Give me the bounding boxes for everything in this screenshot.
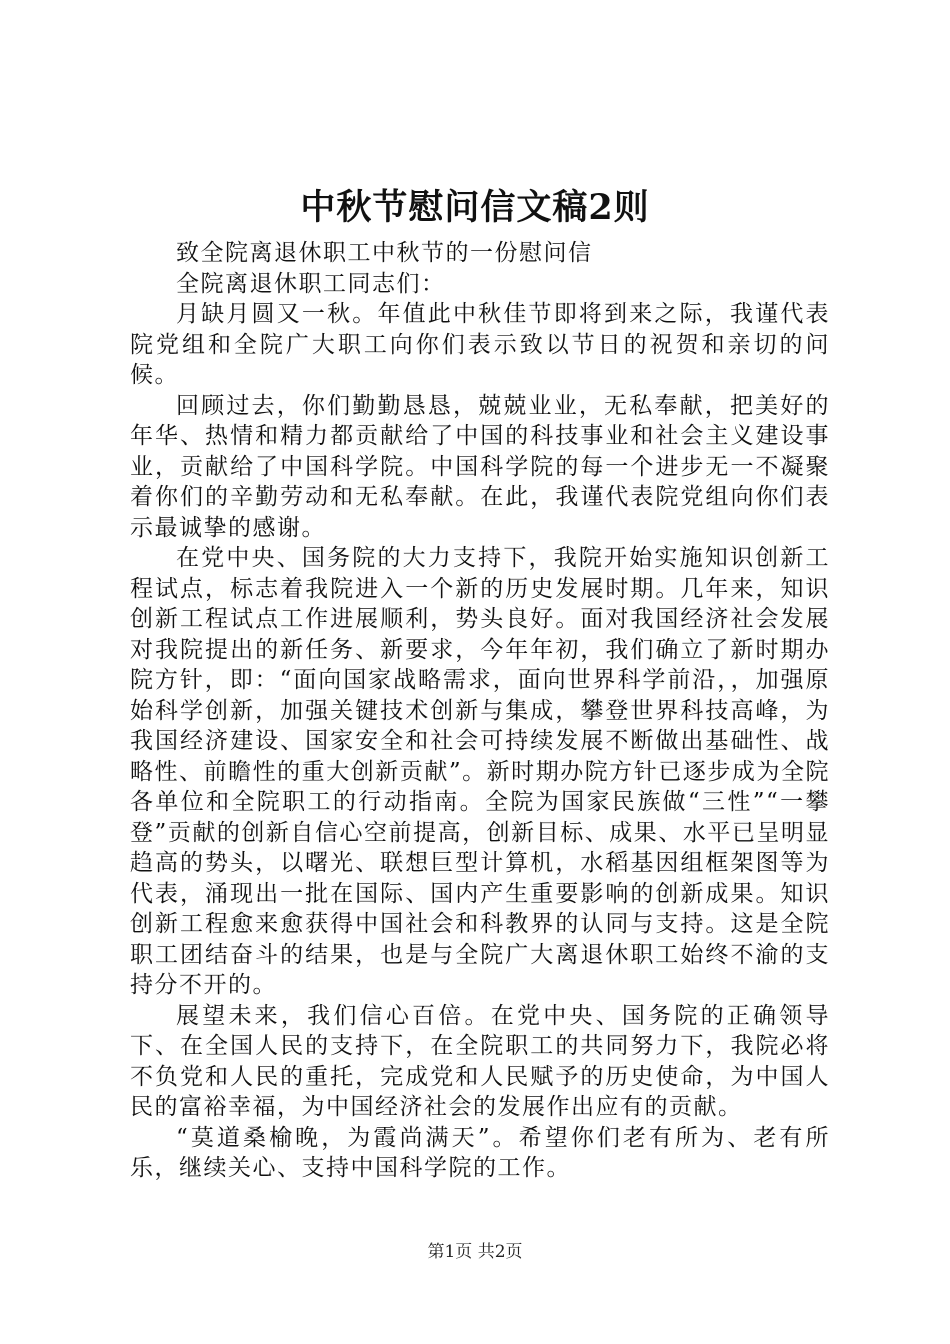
paragraph: “莫道桑榆晚，为霞尚满天”。希望你们老有所为、老有所乐，继续关心、支持中国科学院的工作。 [130, 1124, 830, 1181]
paragraph: 月缺月圆又一秋。年值此中秋佳节即将到来之际，我谨代表院党组和全院广大职工向你们表示致以节日的祝贺和亲切的问候。 [130, 301, 830, 388]
page-number-footer: 第1页 共2页 [427, 1242, 523, 1262]
document-title: 中秋节慰问信文稿2则 [300, 187, 650, 228]
paragraph: 在党中央、国务院的大力支持下，我院开始实施知识创新工程试点，标志着我院进入一个新的历史发展时期。几年来，知识创新工程试点工作进展顺利，势头良好。面对我国经济社会发展对我院提出的新任务、新要求，今年年初，我们确立了新时期办院方针，即：“面向国家战略需求，面向世界科学前沿，，加强原始科学创新，加强关键技术创新与集成，攀登世界科技高峰，为我国经济建设、国家安全和社会可持续发展不断做出基础性、战略性、前瞻性的重大创新贡献”。新时期办院方针已逐步成为全院各单位和全院职工的行动指南。全院为国家民族做“三性”“一攀登”贡献的创新自信心空前提高，创新目标、成果、水平已呈明显趋高的势头，以曙光、联想巨型计算机，水稻基因组框架图等为代表，涌现出一批在国际、国内产生重要影响的创新成果。知识创新工程愈来愈获得中国社会和科教界的认同与支持。这是全院职工团结奋斗的结果，也是与全院广大离退休职工始终不渝的支持分不开的。 [130, 545, 830, 998]
document-body [130, 238, 830, 1184]
paragraph-heading: 致全院离退休职工中秋节的一份慰问信 [176, 240, 593, 266]
paragraph: 展望未来，我们信心百倍。在党中央、国务院的正确领导下、在全国人民的支持下，在全院职工的共同努力下，我院必将不负党和人民的重托，完成党和人民赋予的历史使命，为中国人民的富裕幸福，为中国经济社会的发展作出应有的贡献。 [130, 1002, 830, 1120]
paragraph-salutation: 全院离退休职工同志们： [176, 270, 446, 297]
paragraph: 回顾过去，你们勤勤恳恳，兢兢业业，无私奉献，把美好的年华、热情和精力都贡献给了中国的科技事业和社会主义建设事业，贡献给了中国科学院。中国科学院的每一个进步无一不凝聚着你们的辛勤劳动和无私奉献。在此，我谨代表院党组向你们表示最诚挚的感谢。 [130, 392, 830, 541]
